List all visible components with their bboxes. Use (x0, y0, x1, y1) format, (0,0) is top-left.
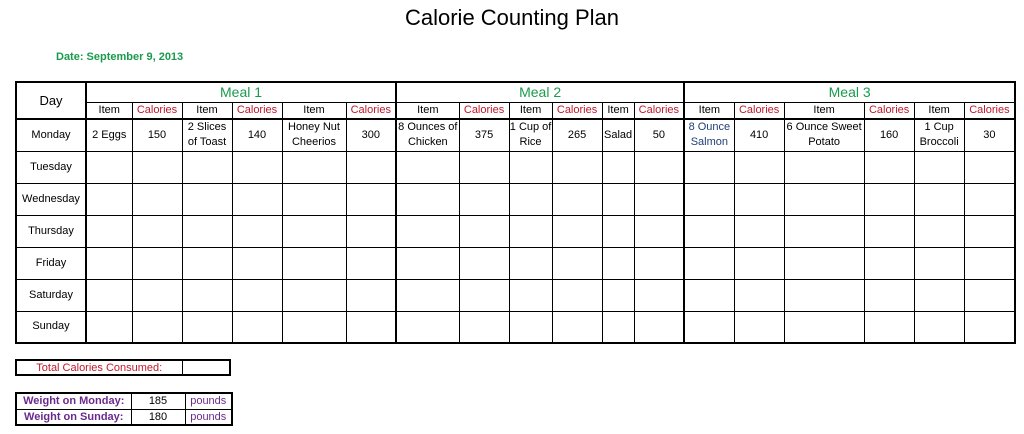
calories-header: Calories (552, 102, 602, 119)
meal3-calories-cell[interactable] (734, 215, 784, 247)
meal2-calories-cell[interactable] (634, 215, 684, 247)
meal3-calories-cell[interactable] (864, 247, 914, 279)
table-row (16, 247, 1015, 279)
meal2-item-cell[interactable]: 1 Cup of Rice (509, 119, 552, 151)
meal1-calories-cell[interactable] (132, 215, 182, 247)
meal1-calories-cell[interactable] (346, 311, 396, 343)
meal1-item-cell[interactable] (182, 183, 232, 215)
meal3-calories-cell[interactable] (964, 183, 1015, 215)
meal2-calories-cell[interactable] (634, 183, 684, 215)
meal3-calories-cell[interactable] (964, 215, 1015, 247)
table-row (16, 311, 1015, 343)
day-label: Saturday (16, 279, 86, 311)
meal1-item-cell[interactable] (182, 247, 232, 279)
meal1-calories-cell[interactable] (346, 215, 396, 247)
meal1-item-cell[interactable] (182, 215, 232, 247)
plan-date: Date: September 9, 2013 (56, 51, 184, 63)
weight-sunday-value[interactable]: 180 (131, 409, 185, 425)
meal3-calories-cell[interactable]: 160 (864, 119, 914, 151)
calories-header: Calories (232, 102, 282, 119)
meal3-item-cell[interactable] (784, 279, 864, 311)
meal2-calories-cell[interactable] (634, 247, 684, 279)
calories-header: Calories (459, 102, 509, 119)
meal2-calories-cell[interactable] (552, 183, 602, 215)
weight-monday-label: Weight on Monday: (16, 393, 131, 409)
meal1-calories-cell[interactable] (232, 311, 282, 343)
meal3-calories-cell[interactable] (964, 311, 1015, 343)
meal1-calories-cell[interactable] (232, 247, 282, 279)
meal1-item-cell[interactable] (86, 311, 132, 343)
meal2-calories-cell[interactable]: 265 (552, 119, 602, 151)
meal2-calories-cell[interactable] (634, 151, 684, 183)
meal3-item-cell[interactable] (784, 151, 864, 183)
meal2-calories-cell[interactable] (552, 247, 602, 279)
table-row (16, 151, 1015, 183)
meal1-item-cell[interactable] (282, 279, 346, 311)
calories-header: Calories (864, 102, 914, 119)
meal1-calories-cell[interactable]: 300 (346, 119, 396, 151)
item-header: Item (784, 102, 864, 119)
meal2-calories-cell[interactable] (634, 279, 684, 311)
meal1-calories-cell[interactable] (232, 183, 282, 215)
weight-sunday-unit: pounds (185, 409, 232, 425)
meal3-calories-cell[interactable] (864, 151, 914, 183)
meal1-item-cell[interactable] (86, 151, 132, 183)
meal1-item-cell[interactable] (182, 279, 232, 311)
meal1-item-cell[interactable] (182, 311, 232, 343)
calories-header: Calories (346, 102, 396, 119)
meal3-item-cell[interactable] (914, 151, 964, 183)
meal2-item-cell[interactable] (602, 311, 634, 343)
meal2-calories-cell[interactable]: 375 (459, 119, 509, 151)
meal2-item-cell[interactable]: 8 Ounces of Chicken (396, 119, 459, 151)
meal3-item-cell[interactable] (684, 311, 734, 343)
meal3-calories-cell[interactable]: 30 (964, 119, 1015, 151)
meal3-calories-cell[interactable] (734, 279, 784, 311)
meal2-item-cell[interactable] (396, 151, 459, 183)
meal2-item-cell[interactable] (396, 183, 459, 215)
meal3-item-cell[interactable] (914, 247, 964, 279)
item-header: Item (182, 102, 232, 119)
meal1-calories-cell[interactable]: 150 (132, 119, 182, 151)
meal1-calories-cell[interactable]: 140 (232, 119, 282, 151)
meal1-item-cell[interactable] (282, 183, 346, 215)
meal3-item-cell[interactable]: 6 Ounce Sweet Potato (784, 119, 864, 151)
meal1-calories-cell[interactable] (346, 151, 396, 183)
item-header: Item (914, 102, 964, 119)
meal2-calories-cell[interactable] (459, 215, 509, 247)
meal3-calories-cell[interactable] (734, 247, 784, 279)
meal1-calories-cell[interactable] (132, 247, 182, 279)
meal1-item-cell[interactable] (86, 279, 132, 311)
weight-monday-value[interactable]: 185 (131, 393, 185, 409)
day-header: Day (16, 82, 86, 119)
meal3-item-cell[interactable] (684, 279, 734, 311)
meal3-item-cell[interactable]: 8 Ounce Salmon (684, 119, 734, 151)
weight-box (15, 392, 233, 426)
meal1-calories-cell[interactable] (132, 151, 182, 183)
meal2-item-cell[interactable] (509, 279, 552, 311)
meal-1-header: Meal 1 (86, 82, 396, 102)
meal2-item-cell[interactable] (509, 183, 552, 215)
meal1-calories-cell[interactable] (346, 247, 396, 279)
meal1-calories-cell[interactable] (132, 311, 182, 343)
meal3-calories-cell[interactable] (864, 279, 914, 311)
item-header: Item (396, 102, 459, 119)
meal3-calories-cell[interactable]: 410 (734, 119, 784, 151)
calories-header: Calories (634, 102, 684, 119)
day-label: Friday (16, 247, 86, 279)
day-label: Tuesday (16, 151, 86, 183)
meal3-calories-cell[interactable] (964, 247, 1015, 279)
weight-monday-unit: pounds (185, 393, 232, 409)
meal2-calories-cell[interactable]: 50 (634, 119, 684, 151)
meal1-calories-cell[interactable] (232, 215, 282, 247)
meal2-item-cell[interactable]: Salad (602, 119, 634, 151)
meal2-item-cell[interactable] (509, 247, 552, 279)
calories-header: Calories (964, 102, 1015, 119)
item-header: Item (86, 102, 132, 119)
meal-3-header: Meal 3 (684, 82, 1015, 102)
meal3-calories-cell[interactable] (734, 151, 784, 183)
meal3-calories-cell[interactable] (734, 311, 784, 343)
meal2-item-cell[interactable] (396, 247, 459, 279)
meal3-item-cell[interactable] (784, 215, 864, 247)
meal1-calories-cell[interactable] (346, 279, 396, 311)
table-row-monday (16, 119, 1015, 151)
meal2-item-cell[interactable] (602, 279, 634, 311)
meal1-calories-cell[interactable] (232, 279, 282, 311)
meal1-calories-cell[interactable] (132, 183, 182, 215)
weight-sunday-label: Weight on Sunday: (16, 409, 131, 425)
meal2-item-cell[interactable] (602, 247, 634, 279)
meal1-calories-cell[interactable] (232, 151, 282, 183)
meal3-calories-cell[interactable] (734, 183, 784, 215)
meal3-calories-cell[interactable] (864, 311, 914, 343)
calories-header: Calories (734, 102, 784, 119)
day-label: Wednesday (16, 183, 86, 215)
meal2-calories-cell[interactable] (459, 247, 509, 279)
meal3-item-cell[interactable] (914, 183, 964, 215)
meal3-item-cell[interactable] (684, 151, 734, 183)
item-header: Item (282, 102, 346, 119)
meal1-item-cell[interactable] (86, 183, 132, 215)
meal3-item-cell[interactable] (684, 183, 734, 215)
meal1-item-cell[interactable]: 2 Slices of Toast (182, 119, 232, 151)
meal2-item-cell[interactable] (602, 151, 634, 183)
meal2-calories-cell[interactable] (634, 311, 684, 343)
item-header: Item (509, 102, 552, 119)
meal3-item-cell[interactable] (914, 215, 964, 247)
meal1-item-cell[interactable] (282, 247, 346, 279)
meal1-item-cell[interactable] (282, 311, 346, 343)
table-row (16, 183, 1015, 215)
meal3-calories-cell[interactable] (864, 215, 914, 247)
meal3-calories-cell[interactable] (964, 151, 1015, 183)
meal3-item-cell[interactable] (684, 247, 734, 279)
meal2-calories-cell[interactable] (552, 151, 602, 183)
meal2-item-cell[interactable] (509, 215, 552, 247)
meal1-calories-cell[interactable] (346, 183, 396, 215)
total-calories-value[interactable] (182, 360, 230, 375)
meal1-item-cell[interactable] (282, 215, 346, 247)
meal2-calories-cell[interactable] (459, 279, 509, 311)
meal3-item-cell[interactable] (914, 311, 964, 343)
meal3-item-cell[interactable] (784, 183, 864, 215)
meal1-item-cell[interactable] (182, 151, 232, 183)
meal2-item-cell[interactable] (509, 311, 552, 343)
meal2-calories-cell[interactable] (459, 151, 509, 183)
meal2-calories-cell[interactable] (459, 183, 509, 215)
day-label: Thursday (16, 215, 86, 247)
day-label: Monday (16, 119, 86, 151)
meal1-item-cell[interactable]: 2 Eggs (86, 119, 132, 151)
meal3-item-cell[interactable]: 1 Cup Broccoli (914, 119, 964, 151)
meal3-item-cell[interactable] (784, 247, 864, 279)
meal2-item-cell[interactable] (396, 311, 459, 343)
calorie-plan-table (15, 81, 1016, 344)
meal3-calories-cell[interactable] (964, 279, 1015, 311)
meal2-item-cell[interactable] (396, 279, 459, 311)
item-header: Item (684, 102, 734, 119)
meal1-item-cell[interactable] (282, 151, 346, 183)
meal2-calories-cell[interactable] (459, 311, 509, 343)
table-row (16, 215, 1015, 247)
meal3-item-cell[interactable] (914, 279, 964, 311)
meal2-item-cell[interactable] (509, 151, 552, 183)
meal2-item-cell[interactable] (602, 215, 634, 247)
meal1-item-cell[interactable] (86, 215, 132, 247)
item-header: Item (602, 102, 634, 119)
meal1-item-cell[interactable]: Honey Nut Cheerios (282, 119, 346, 151)
meal1-calories-cell[interactable] (132, 279, 182, 311)
meal3-calories-cell[interactable] (864, 183, 914, 215)
total-calories-box (15, 359, 231, 376)
meal-2-header: Meal 2 (396, 82, 684, 102)
meal3-item-cell[interactable] (784, 311, 864, 343)
meal1-item-cell[interactable] (86, 247, 132, 279)
meal2-calories-cell[interactable] (552, 215, 602, 247)
calories-header: Calories (132, 102, 182, 119)
meal2-item-cell[interactable] (396, 215, 459, 247)
table-row (16, 279, 1015, 311)
meal2-calories-cell[interactable] (552, 311, 602, 343)
meal3-item-cell[interactable] (684, 215, 734, 247)
meal2-item-cell[interactable] (602, 183, 634, 215)
day-label: Sunday (16, 311, 86, 343)
total-calories-label: Total Calories Consumed: (16, 360, 182, 375)
page-title: Calorie Counting Plan (404, 5, 620, 30)
meal2-calories-cell[interactable] (552, 279, 602, 311)
